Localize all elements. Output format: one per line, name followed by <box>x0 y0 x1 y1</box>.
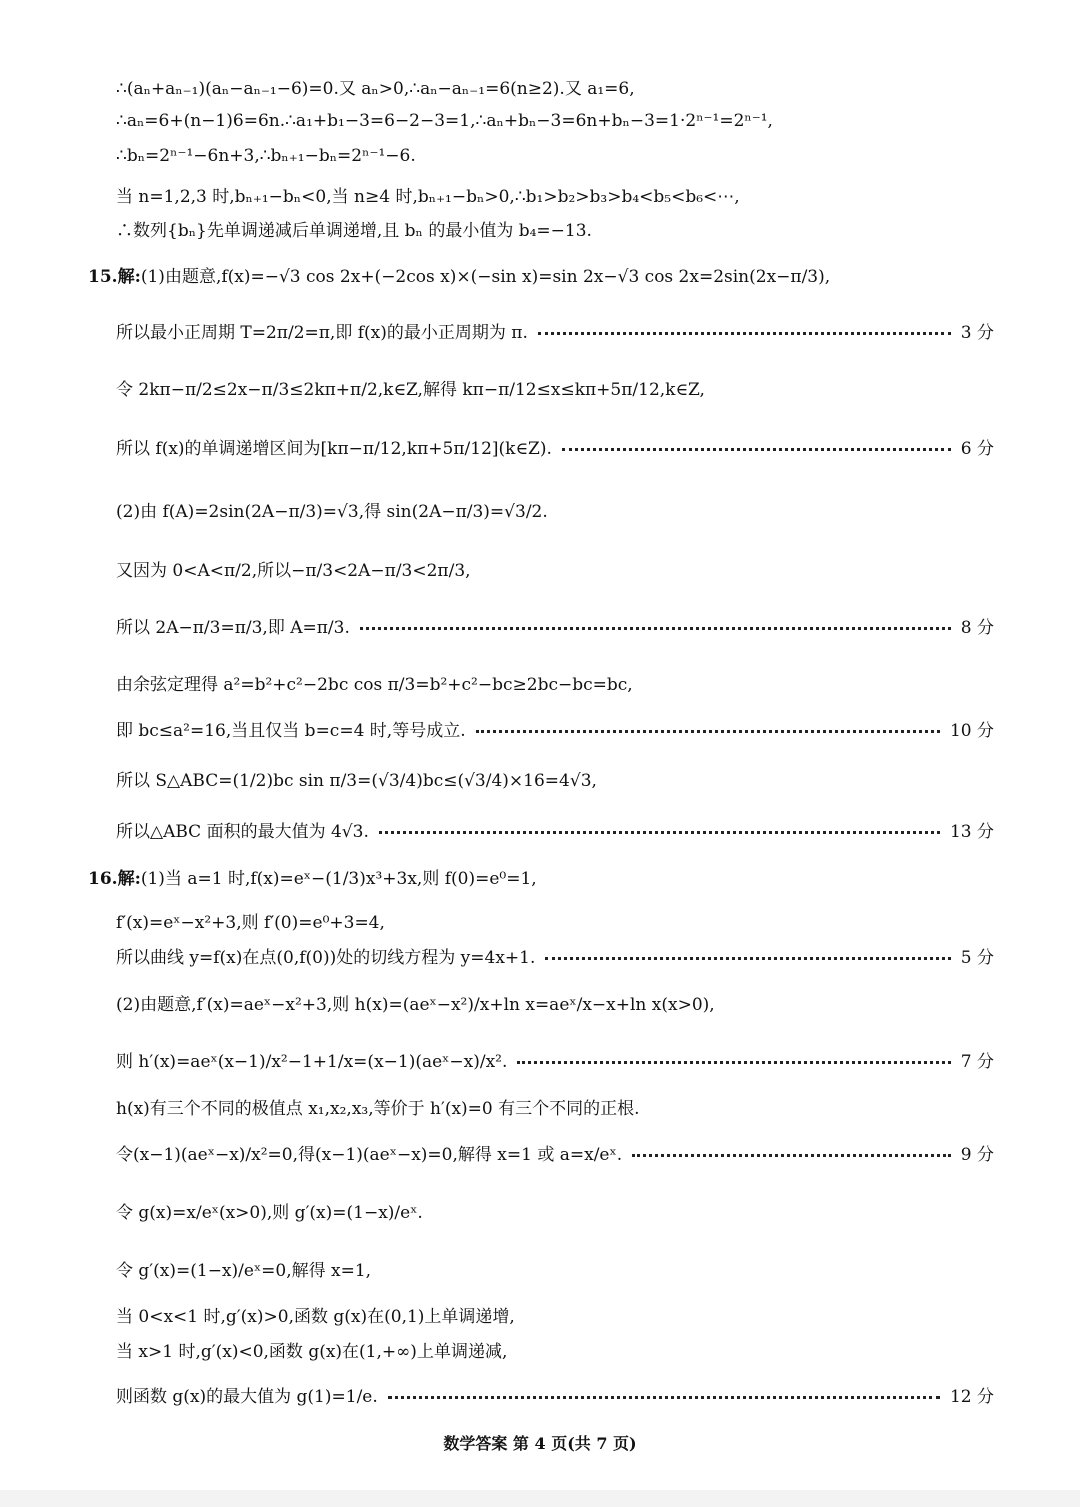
line-text: 令(x−1)(aeˣ−x)/x²=0,得(x−1)(aeˣ−x)=0,解得 x=1 或 a=x/eˣ. <box>116 1145 623 1165</box>
solution-line <box>116 375 994 400</box>
line-text: 所以△ABC 面积的最大值为 4√3. <box>116 822 369 842</box>
page-footer: 数学答案 第 4 页(共 7 页) <box>443 1434 637 1453</box>
solution-line <box>116 434 994 459</box>
dot-leader <box>545 957 950 960</box>
line-text: 所以 f(x)的单调递增区间为[kπ−π/12,kπ+5π/12](k∈Z). <box>116 439 552 459</box>
solution-line <box>116 1094 994 1119</box>
dot-leader <box>360 627 951 630</box>
line-text: 当 n=1,2,3 时,bₙ₊₁−bₙ<0,当 n≥4 时,bₙ₊₁−bₙ>0,∴b₁>b₂>b₃>b₄<b₅<b₆<⋯, <box>116 187 740 207</box>
solution-line <box>116 766 994 791</box>
solution-line <box>116 1302 994 1327</box>
line-text: ∴(aₙ+aₙ₋₁)(aₙ−aₙ₋₁−6)=0.又 aₙ>0,∴aₙ−aₙ₋₁=6(n≥2).又 a₁=6, <box>116 79 635 99</box>
solution-line <box>116 716 994 741</box>
line-text: 所以最小正周期 T=2π/2=π,即 f(x)的最小正周期为 π. <box>116 323 528 343</box>
line-text: 由余弦定理得 a²=b²+c²−2bc cos π/3=b²+c²−bc≥2bc−bc=bc, <box>116 675 633 695</box>
line-text: (2)由题意,f′(x)=aeˣ−x²+3,则 h(x)=(aeˣ−x²)/x+ln x=aeˣ/x−x+ln x(x>0), <box>116 995 715 1015</box>
score-points: 13 分 <box>949 822 994 842</box>
question-16-heading-line <box>88 864 994 889</box>
dot-leader <box>632 1154 951 1157</box>
score-points: 12 分 <box>949 1387 994 1407</box>
dot-leader <box>562 448 951 451</box>
question-15-heading-line <box>88 262 994 287</box>
solution-line <box>116 74 994 99</box>
line-text: 所以 2A−π/3=π/3,即 A=π/3. <box>116 618 350 638</box>
line-text: 即 bc≤a²=16,当且仅当 b=c=4 时,等号成立. <box>116 721 466 741</box>
solution-line <box>116 613 994 638</box>
score-points: 10 分 <box>949 721 994 741</box>
solution-line <box>116 670 994 695</box>
line-text: (1)当 a=1 时,f(x)=eˣ−(1/3)x³+3x,则 f(0)=e⁰=1, <box>140 869 537 889</box>
dot-leader <box>517 1061 950 1064</box>
line-text: 所以 S△ABC=(1/2)bc sin π/3=(√3/4)bc≤(√3/4)×16=4√3, <box>116 771 597 791</box>
line-text: ∴aₙ=6+(n−1)6=6n.∴a₁+b₁−3=6−2−3=1,∴aₙ+bₙ−3=6n+bₙ−3=1·2ⁿ⁻¹=2ⁿ⁻¹, <box>116 111 773 131</box>
solution-line <box>116 1382 994 1407</box>
score-points: 8 分 <box>960 618 994 638</box>
solution-line <box>116 318 994 343</box>
solution-line <box>116 556 994 581</box>
question-label: 16.解: <box>88 869 141 889</box>
line-text: 所以曲线 y=f(x)在点(0,f(0))处的切线方程为 y=4x+1. <box>116 948 536 968</box>
solution-line <box>116 111 994 131</box>
score-points: 7 分 <box>960 1052 994 1072</box>
dot-leader <box>476 730 940 733</box>
solution-line <box>116 182 994 207</box>
dot-leader <box>538 332 951 335</box>
line-text: (2)由 f(A)=2sin(2A−π/3)=√3,得 sin(2A−π/3)=√3/2. <box>116 502 548 522</box>
score-points: 6 分 <box>960 439 994 459</box>
line-text: ∴数列{bₙ}先单调递减后单调递增,且 bₙ 的最小值为 b₄=−13. <box>116 221 592 241</box>
line-text: 令 g′(x)=(1−x)/eˣ=0,解得 x=1, <box>116 1261 372 1281</box>
line-text: 又因为 0<A<π/2,所以−π/3<2A−π/3<2π/3, <box>116 561 471 581</box>
solution-line <box>116 1047 994 1072</box>
solution-line <box>116 1337 994 1362</box>
line-text: ∴bₙ=2ⁿ⁻¹−6n+3,∴bₙ₊₁−bₙ=2ⁿ⁻¹−6. <box>116 146 416 166</box>
solution-line <box>116 146 994 166</box>
dot-leader <box>379 831 940 834</box>
solution-line <box>116 497 994 522</box>
solution-line <box>116 943 994 968</box>
score-points: 3 分 <box>960 323 994 343</box>
solution-line <box>116 216 994 241</box>
solution-line <box>116 1140 994 1165</box>
score-points: 9 分 <box>960 1145 994 1165</box>
line-text: (1)由题意,f(x)=−√3 cos 2x+(−2cos x)×(−sin x)=sin 2x−√3 cos 2x=2sin(2x−π/3), <box>140 267 831 287</box>
solution-line <box>116 1256 994 1281</box>
line-text: f′(x)=eˣ−x²+3,则 f′(0)=e⁰+3=4, <box>116 913 385 933</box>
solution-line <box>116 817 994 842</box>
line-text: h(x)有三个不同的极值点 x₁,x₂,x₃,等价于 h′(x)=0 有三个不同的正根. <box>116 1099 640 1119</box>
line-text: 当 0<x<1 时,g′(x)>0,函数 g(x)在(0,1)上单调递增, <box>116 1307 515 1327</box>
dot-leader <box>388 1396 940 1399</box>
bottom-margin-band <box>0 1490 1080 1507</box>
solution-line <box>116 908 994 933</box>
score-points: 5 分 <box>960 948 994 968</box>
question-label: 15.解: <box>88 267 141 287</box>
line-text: 则函数 g(x)的最大值为 g(1)=1/e. <box>116 1387 378 1407</box>
line-text: 令 2kπ−π/2≤2x−π/3≤2kπ+π/2,k∈Z,解得 kπ−π/12≤x≤kπ+5π/12,k∈Z, <box>116 380 705 400</box>
solution-line <box>116 1198 994 1223</box>
line-text: 则 h′(x)=aeˣ(x−1)/x²−1+1/x=(x−1)(aeˣ−x)/x². <box>116 1052 508 1072</box>
solution-line <box>116 990 994 1015</box>
line-text: 令 g(x)=x/eˣ(x>0),则 g′(x)=(1−x)/eˣ. <box>116 1203 423 1223</box>
line-text: 当 x>1 时,g′(x)<0,函数 g(x)在(1,+∞)上单调递减, <box>116 1342 508 1362</box>
